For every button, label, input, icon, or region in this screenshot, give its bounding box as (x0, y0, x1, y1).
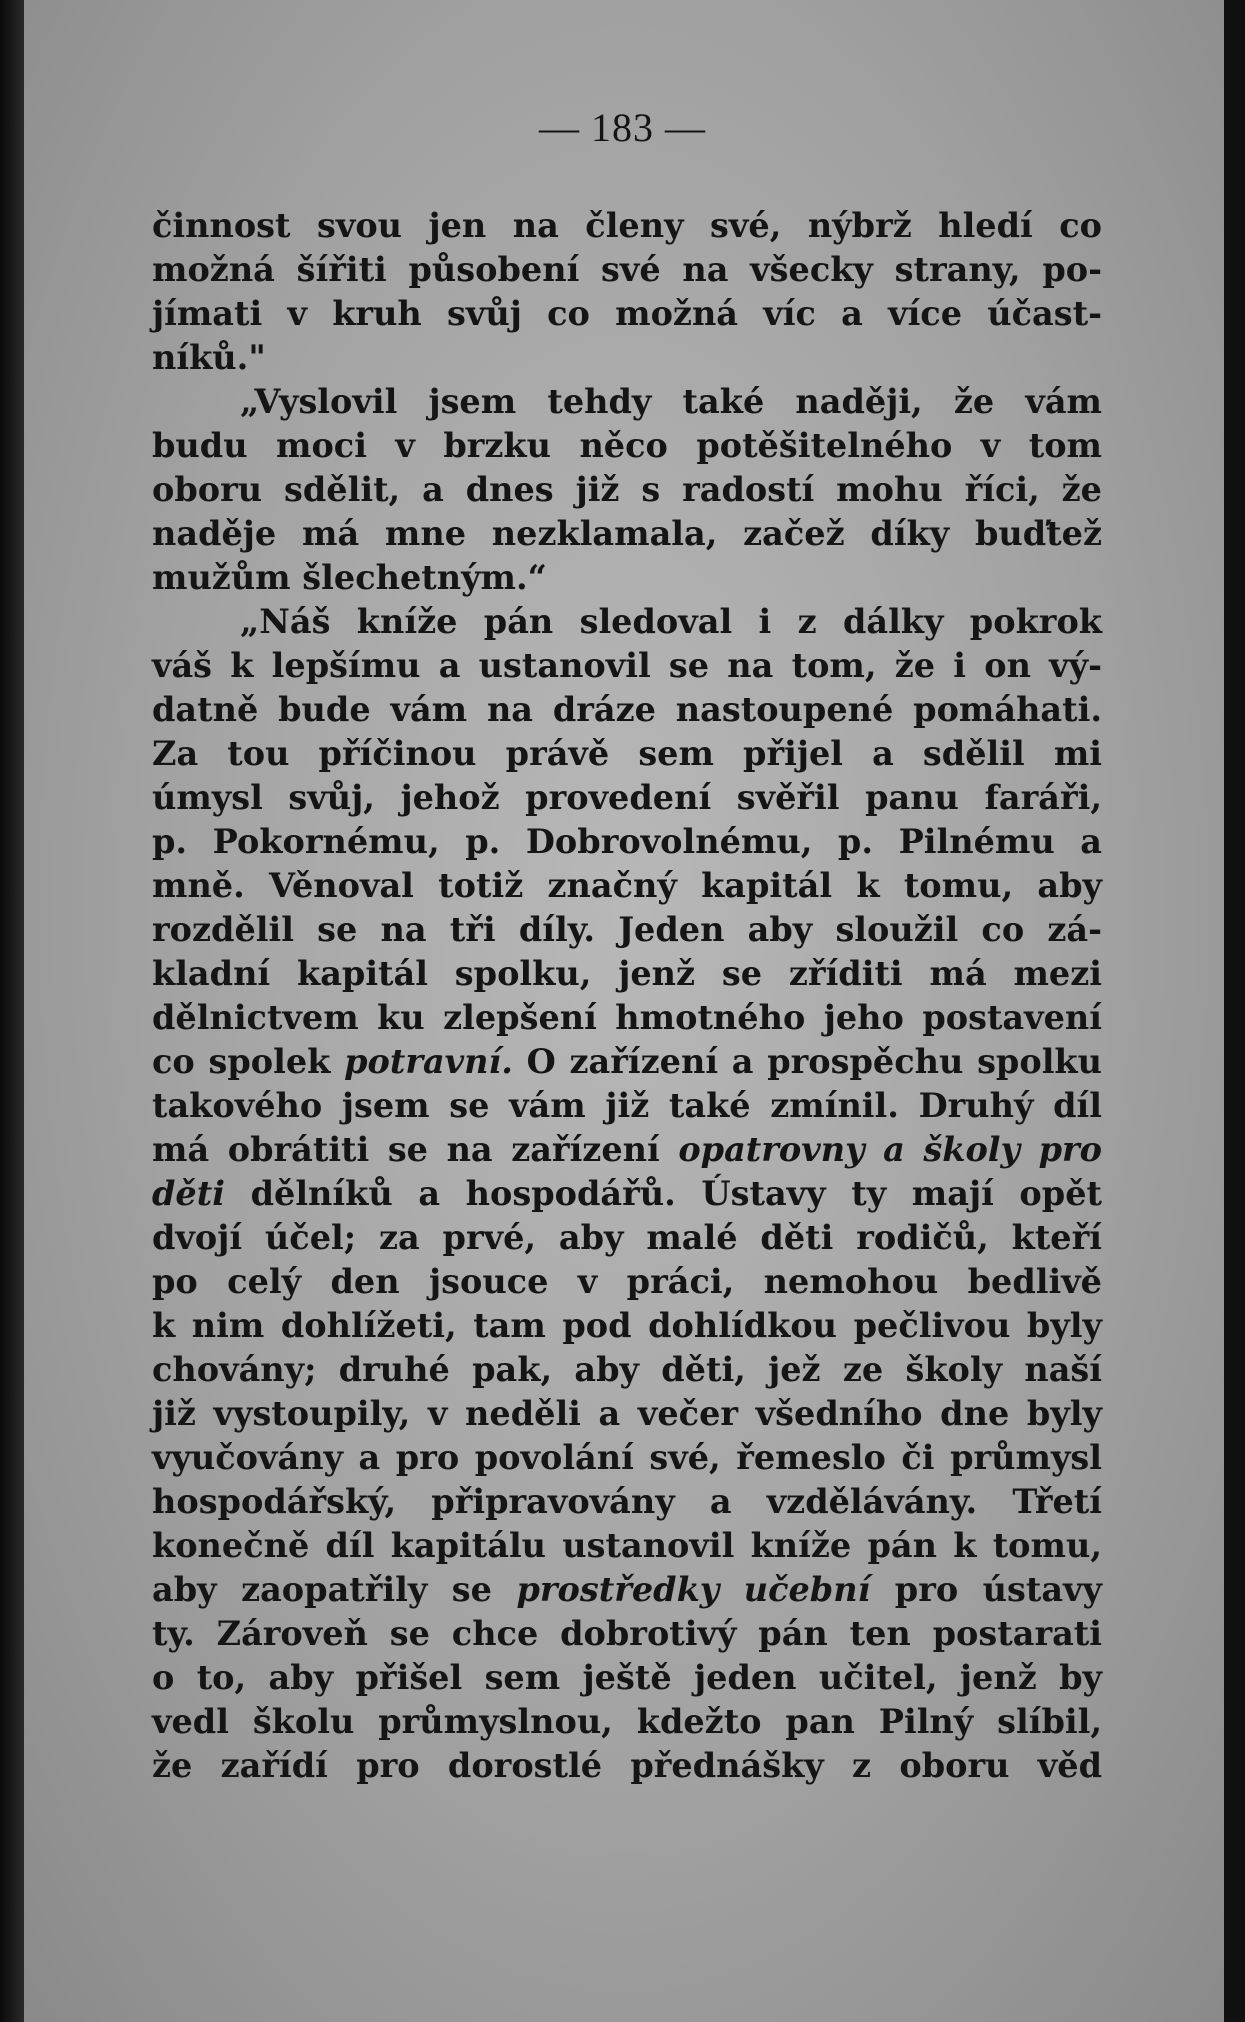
text-line (152, 1612, 1102, 1656)
text-line (152, 908, 1102, 952)
text-span: Za tou příčinou právě sem přijel a sdělil mi (152, 734, 1102, 773)
text-line (152, 1392, 1102, 1436)
book-edge (0, 0, 24, 2022)
text-line (152, 248, 1102, 292)
text-span: mužům šlechetným.“ (152, 558, 547, 597)
text-span: níků." (152, 338, 266, 377)
text-span: oboru sdělit, a dnes již s radostí mohu říci, že (152, 470, 1102, 509)
text-span: k nim dohlížeti, tam pod dohlídkou pečlivou byly (152, 1306, 1102, 1345)
text-span: vyučovány a pro povolání své, řemeslo či průmysl (152, 1438, 1102, 1477)
page-number: — 183 — (539, 105, 706, 150)
text-line (152, 732, 1102, 776)
text-span: činnost svou jen na členy své, nýbrž hledí co (152, 206, 1102, 245)
text-line (152, 600, 1102, 644)
text-span: dělníků a hospodářů. Ústavy ty mají opět (224, 1174, 1102, 1213)
text-line (152, 424, 1102, 468)
text-line (152, 204, 1102, 248)
text-span: budu moci v brzku něco potěšitelného v tom (152, 426, 1102, 465)
text-line (152, 380, 1102, 424)
text-span: ty. Zároveň se chce dobrotivý pán ten postarati (152, 1614, 1102, 1653)
text-line (152, 292, 1102, 336)
text-line (152, 1348, 1102, 1392)
text-line (152, 776, 1102, 820)
text-line (152, 1128, 1102, 1172)
text-line (152, 1304, 1102, 1348)
text-line (152, 512, 1102, 556)
text-span: aby zaopatřily se (152, 1570, 517, 1609)
text-span: mně. Věnoval totiž značný kapitál k tomu, aby (152, 866, 1102, 905)
text-line (152, 1216, 1102, 1260)
text-span: jímati v kruh svůj co možná víc a více účast- (152, 294, 1102, 333)
text-span: váš k lepšímu a ustanovil se na tom, že i on vý- (152, 646, 1102, 685)
text-line (152, 1436, 1102, 1480)
text-span: již vystoupily, v neděli a večer všedního dne byly (152, 1394, 1102, 1433)
text-span: má obrátiti se na zařízení (152, 1130, 679, 1169)
text-span: naděje má mne nezklamala, začež díky buďtež (152, 514, 1102, 553)
text-span: konečně díl kapitálu ustanovil kníže pán k tomu, (152, 1526, 1102, 1565)
text-span: vedl školu průmyslnou, kdežto pan Pilný slíbil, (152, 1702, 1102, 1741)
text-span: pro ústavy (870, 1570, 1102, 1609)
text-span: hospodářský, připravovány a vzdělávány. Třetí (152, 1482, 1102, 1521)
text-line (152, 1700, 1102, 1744)
text-span: možná šířiti působení své na všecky strany, po- (152, 250, 1102, 289)
text-line (152, 1172, 1102, 1216)
text-span: rozdělil se na tři díly. Jeden aby sloužil co zá- (152, 910, 1102, 949)
text-span: datně bude vám na dráze nastoupené pomáhati. (152, 690, 1102, 729)
text-line (152, 952, 1102, 996)
text-line (152, 864, 1102, 908)
italic-text: prostředky učební (516, 1570, 871, 1609)
italic-text: děti (152, 1174, 225, 1213)
body-text (152, 204, 1102, 1788)
text-span: o to, aby přišel sem ještě jeden učitel, jenž by (152, 1658, 1102, 1697)
text-span: úmysl svůj, jehož provedení svěřil panu faráři, (152, 778, 1102, 817)
italic-text: opatrovny a školy pro (678, 1130, 1102, 1169)
text-line (152, 556, 1102, 600)
text-line (152, 820, 1102, 864)
text-span: dělnictvem ku zlepšení hmotného jeho postavení (152, 998, 1102, 1037)
text-span: takového jsem se vám již také zmínil. Druhý díl (152, 1086, 1102, 1125)
text-line (152, 996, 1102, 1040)
text-line (152, 336, 1102, 380)
text-span: kladní kapitál spolku, jenž se zříditi má mezi (152, 954, 1102, 993)
italic-text: potravní. (344, 1042, 513, 1081)
text-span: „Náš kníže pán sledoval i z dálky pokrok (240, 602, 1102, 641)
text-line (152, 1524, 1102, 1568)
text-span: po celý den jsouce v práci, nemohou bedlivě (152, 1262, 1102, 1301)
text-span: že zařídí pro dorostlé přednášky z oboru věd (152, 1746, 1102, 1785)
text-span: chovány; druhé pak, aby děti, jež ze školy naší (152, 1350, 1102, 1389)
text-span: co spolek (152, 1042, 345, 1081)
text-line (152, 1084, 1102, 1128)
text-line (152, 644, 1102, 688)
text-span: O zařízení a prospěchu spolku (512, 1042, 1102, 1081)
text-line (152, 688, 1102, 732)
text-line (152, 468, 1102, 512)
text-line (152, 1656, 1102, 1700)
text-line (152, 1744, 1102, 1788)
text-line (152, 1260, 1102, 1304)
text-span: dvojí účel; za prvé, aby malé děti rodičů, kteří (152, 1218, 1102, 1257)
text-line (152, 1040, 1102, 1084)
text-line (152, 1480, 1102, 1524)
text-line (152, 1568, 1102, 1612)
text-span: p. Pokornému, p. Dobrovolnému, p. Pilnému a (152, 822, 1102, 861)
text-span: „Vyslovil jsem tehdy také naději, že vám (240, 382, 1102, 421)
